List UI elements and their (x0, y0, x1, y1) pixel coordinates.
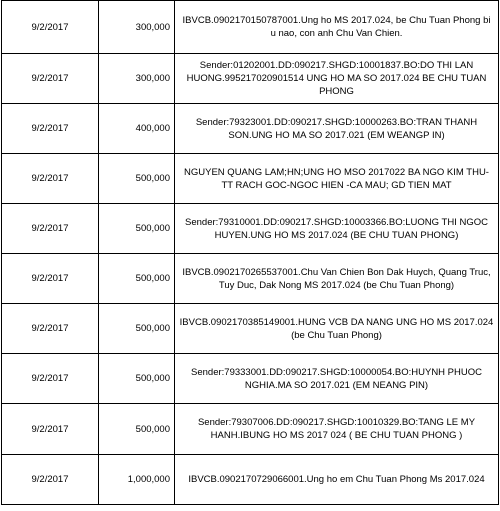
table-row (2, 104, 499, 154)
date-cell: 9/2/2017 (2, 404, 99, 455)
amount-cell: 500,000 (99, 304, 175, 354)
amount-cell: 500,000 (99, 404, 175, 455)
table-row (2, 54, 499, 104)
table-row (2, 354, 499, 404)
description-cell: NGUYEN QUANG LAM;HN;UNG HO MSO 2017022 BA NGO KIM THU-TT RACH GOC-NGOC HIEN -CA MAU; GD TIEN MAT (175, 154, 499, 204)
date-cell: 9/2/2017 (2, 304, 99, 354)
description-cell: Sender:79307006.DD:090217.SHGD:10010329.BO:TANG LE MY HANH.IBUNG HO MS 2017 024 ( BE CHU TUAN PHONG ) (175, 404, 499, 455)
amount-cell: 500,000 (99, 254, 175, 304)
description-cell: Sender:79323001.DD:090217.SHGD:10000263.BO:TRAN THANH SON.UNG HO MA SO 2017.021 (EM WEANGP IN) (175, 104, 499, 154)
description-cell: IBVCB.0902170729066001.Ung ho em Chu Tuan Phong Ms 2017.024 (175, 455, 499, 505)
description-cell: IBVCB.0902170150787001.Ung ho MS 2017.024, be Chu Tuan Phong bi u nao, con anh Chu Van Chien. (175, 1, 499, 54)
table-row (2, 1, 499, 54)
amount-cell: 300,000 (99, 54, 175, 104)
table-row (2, 304, 499, 354)
table-row (2, 204, 499, 254)
amount-cell: 300,000 (99, 1, 175, 54)
description-cell: Sender:79333001.DD:090217.SHGD:10000054.BO:HUYNH PHUOC NGHIA.MA SO 2017.021 (EM NEANG PIN) (175, 354, 499, 404)
description-cell: Sender:79310001.DD:090217.SHGD:10003366.BO:LUONG THI NGOC HUYEN.UNG HO MS 2017.024 (BE CHU TUAN PHONG) (175, 204, 499, 254)
amount-cell: 500,000 (99, 154, 175, 204)
amount-cell: 400,000 (99, 104, 175, 154)
table-row (2, 455, 499, 505)
amount-cell: 1,000,000 (99, 455, 175, 505)
date-cell: 9/2/2017 (2, 354, 99, 404)
date-cell: 9/2/2017 (2, 204, 99, 254)
date-cell: 9/2/2017 (2, 254, 99, 304)
date-cell: 9/2/2017 (2, 154, 99, 204)
date-cell: 9/2/2017 (2, 1, 99, 54)
date-cell: 9/2/2017 (2, 54, 99, 104)
date-cell: 9/2/2017 (2, 104, 99, 154)
table-row (2, 254, 499, 304)
description-cell: Sender:01202001.DD:090217.SHGD:10001837.BO:DO THI LAN HUONG.995217020901514 UNG HO MA SO 2017.024 BE CHU TUAN PHONG (175, 54, 499, 104)
amount-cell: 500,000 (99, 204, 175, 254)
description-cell: IBVCB.0902170265537001.Chu Van Chien Bon Dak Huych, Quang Truc, Tuy Duc, Dak Nong MS 2017.024 (be Chu Tuan Phong) (175, 254, 499, 304)
table-row (2, 154, 499, 204)
donation-ledger-table (1, 0, 499, 505)
table-row (2, 404, 499, 455)
amount-cell: 500,000 (99, 354, 175, 404)
date-cell: 9/2/2017 (2, 455, 99, 505)
description-cell: IBVCB.0902170385149001.HUNG VCB DA NANG UNG HO MS 2017.024 (be Chu Tuan Phong) (175, 304, 499, 354)
